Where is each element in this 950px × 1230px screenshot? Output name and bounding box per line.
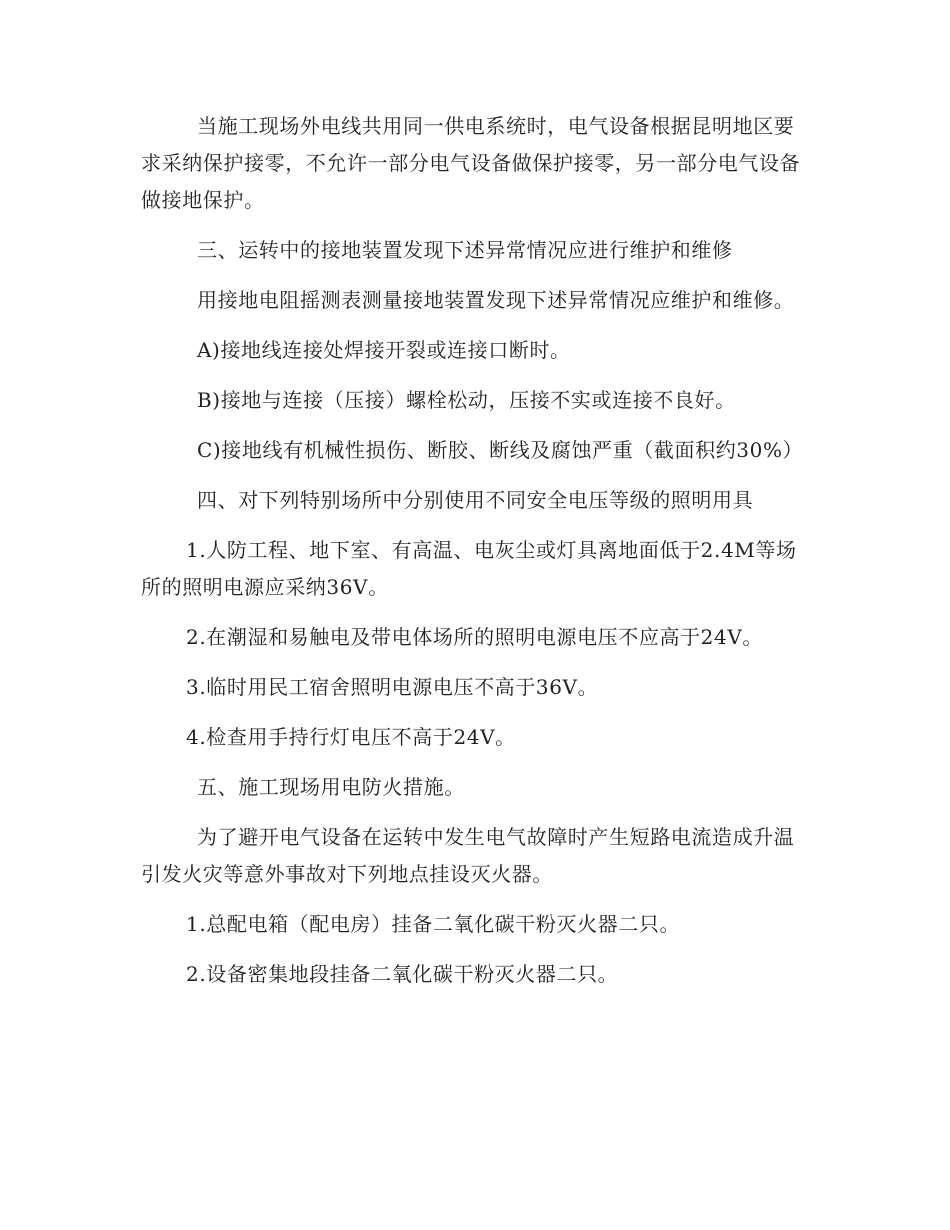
list-item-3: 3.临时用民工宿舍照明电源电压不高于36V。 (186, 675, 599, 699)
list-item-a: A)接地线连接处焊接开裂或连接口断时。 (197, 338, 571, 362)
list-item-extinguisher-2: 2.设备密集地段挂备二氧化碳干粉灭火器二只。 (186, 962, 619, 986)
list-item-2: 2.在潮湿和易触电及带电体场所的照明电源电压不应高于24V。 (186, 625, 763, 649)
section-heading-4: 四、对下列特别场所中分别使用不同安全电压等级的照明用具 (197, 488, 754, 512)
list-item-extinguisher-1: 1.总配电箱（配电房）挂备二氧化碳干粉灭火器二只。 (186, 912, 681, 936)
list-item-c: C)接地线有机械性损伤、断胶、断线及腐蚀严重（截面积约30%） (197, 438, 804, 462)
paragraph-grounding-requirement: 当施工现场外电线共用同一供电系统时，电气设备根据昆明地区要求采纳保护接零，不允许一部分电气设备做保护接零，另一部分电气设备做接地保护。 (141, 114, 801, 212)
list-item-1: 1.人防工程、地下室、有高温、电灰尘或灯具离地面低于2.4M等场所的照明电源应采纳36V。 (141, 538, 797, 599)
list-item-4: 4.检查用手持行灯电压不高于24V。 (186, 725, 516, 749)
document-body (141, 108, 811, 1006)
section-heading-5: 五、施工现场用电防火措施。 (197, 775, 465, 799)
paragraph-fire-prevention: 为了避开电气设备在运转中发生电气故障时产生短路电流造成升温引发火灾等意外事故对下列地点挂设灭火器。 (141, 825, 795, 886)
list-item-b: B)接地与连接（压接）螺栓松动，压接不实或连接不良好。 (197, 388, 736, 412)
section-heading-3: 三、运转中的接地装置发现下述异常情况应进行维护和维修 (197, 238, 733, 262)
paragraph-measurement: 用接地电阻摇测表测量接地装置发现下述异常情况应维护和维修。 (197, 288, 795, 312)
